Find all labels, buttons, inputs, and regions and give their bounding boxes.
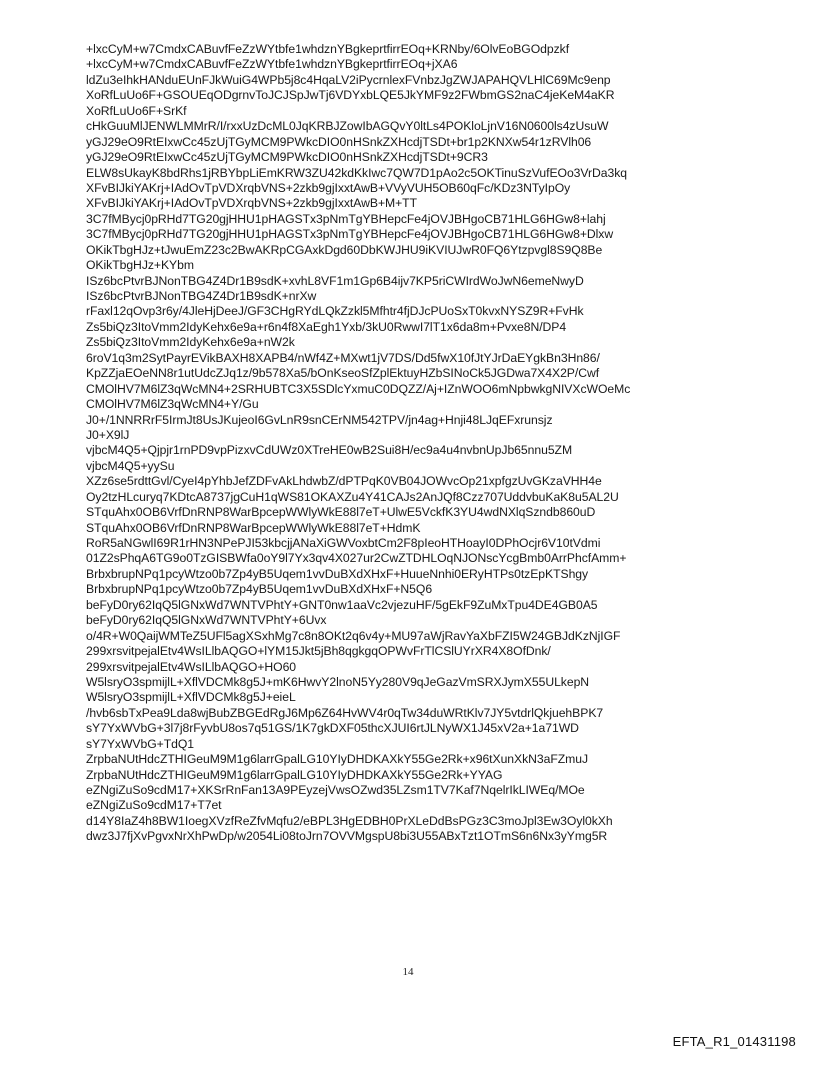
text-line: 6roV1q3m2SytPayrEVikBAXH8XAPB4/nWf4Z+MXwt1jV7DS/Dd5fwX10fJtYJrDaEYgkBn3Hn86/ — [86, 350, 600, 365]
text-line: Oy2tzHLcuryq7KDtcA8737jgCuH1qWS81OKAXZu4Y41CAJs2AnJQf8Czz707UddvbuKaK8u5AL2U — [86, 489, 619, 504]
text-line: /hvb6sbTxPea9Lda8wjBubZBGEdRgJ6Mp6Z64HvWV4r0qTw34duWRtKlv7JY5vtdrlQkjuehBPK7 — [86, 705, 604, 720]
text-line: W5lsryO3spmijlL+XflVDCMk8g5J+eieL — [86, 690, 296, 705]
text-line: yGJ29eO9RtEIxwCc45zUjTGyMCM9PWkcDIO0nHSnkZXHcdjTSDt+9CR3 — [86, 150, 488, 165]
text-line: J0+X9lJ — [86, 427, 130, 442]
text-line: o/4R+W0QaijWMTeZ5UFl5agXSxhMg7c8n8OKt2q6v4y+MU97aWjRavYaXbFZI5W24GBJdKzNjIGF — [86, 628, 621, 643]
text-line: CMOlHV7M6lZ3qWcMN4+Y/Gu — [86, 397, 259, 412]
document-id: EFTA_R1_01431198 — [672, 1034, 796, 1049]
text-line: Zs5biQz3ItoVmm2IdyKehx6e9a+r6n4f8XaEgh1Yxb/3kU0RwwI7lT1x6da8m+Pvxe8N/DP4 — [86, 319, 567, 334]
text-line: vjbcM4Q5+yySu — [86, 458, 175, 473]
text-line: OKikTbgHJz+tJwuEmZ23c2BwAKRpCGAxkDgd60DbKWJHU9iKVIUJwR0FQ6Ytzpvgl8S9Q8Be — [86, 242, 603, 257]
text-line: dwz3J7fjXvPgvxNrXhPwDp/w2054Li08toJrn7OVVMgspU8bi3U55ABxTzt1OTmS6n6Nx3yYmg5R — [86, 829, 608, 844]
text-line: 299xrsvitpejalEtv4WsILlbAQGO+HO60 — [86, 659, 297, 674]
text-line: d14Y8IaZ4h8BW1IoegXVzfReZfvMqfu2/eBPL3HgEDBH0PrXLeDdBsPGz3C3moJpl3Ew3Oyl0kXh — [86, 813, 613, 828]
text-line: ZrpbaNUtHdcZTHIGeuM9M1g6larrGpalLG10YIyDHDKAXkY55Ge2Rk+x96tXunXkN3aFZmuJ — [86, 752, 589, 767]
text-line: XZz6se5rdttGvl/CyeI4pYhbJefZDFvAkLhdwbZ/dPTPqK0VB04JOWvcOp21xpfgzUvGKzaVHH4e — [86, 474, 602, 489]
text-line: BrbxbrupNPq1pcyWtzo0b7Zp4yB5Uqem1vvDuBXdXHxF+HuueNnhi0ERyHTPs0tzEpKTShgy — [86, 566, 589, 581]
text-line: +lxcCyM+w7CmdxCABuvfFeZzWYtbfe1whdznYBgkeprtfirrEOq+KRNby/6OlvEoBGOdpzkf — [86, 42, 570, 56]
text-line: Zs5biQz3ItoVmm2IdyKehx6e9a+nW2k — [86, 335, 295, 350]
text-line: beFyD0ry62IqQ5lGNxWd7WNTVPhtY+GNT0nw1aaVc2vjezuHF/5gEkF9ZuMxTpu4DE4GB0A5 — [86, 597, 598, 612]
text-line: STquAhx0OB6VrfDnRNP8WarBpcepWWlyWkE88l7eT+HdmK — [86, 520, 421, 535]
text-line: rFaxl12qOvp3r6y/4JleHjDeeJ/GF3CHgRYdLQkZzkl5Mfhtr4fjDJcPUoSxT0kvxNYSZ9R+FvHk — [86, 304, 584, 319]
text-line: ELW8sUkayK8bdRhs1jRBYbpLiEmKRW3ZU42kdKkIwc7QW7D1pAo2c5OKTinuSzVufEOo3VrDa3kq — [86, 165, 628, 180]
text-line: CMOlHV7M6lZ3qWcMN4+2SRHUBTC3X5SDlcYxmuC0DQZZ/Aj+IZnWOO6mNpbwkgNIVXcWOeMc — [86, 381, 631, 396]
text-line: sY7YxWVbG+TdQ1 — [86, 736, 195, 751]
encoded-text-block — [86, 42, 786, 845]
text-line: sY7YxWVbG+3l7j8rFyvbU8os7q51GS/1K7gkDXF05thcXJUI6rtJLNyWX1J45xV2a+1a71WD — [86, 721, 579, 736]
text-line: yGJ29eO9RtEIxwCc45zUjTGyMCM9PWkcDIO0nHSnkZXHcdjTSDt+br1p2KNXw54r1zRVlh06 — [86, 134, 592, 149]
text-line: KpZZjaEOeNN8r1utUdcZJq1z/9b578Xa5/bOnKseoSfZplEktuyHZbSINoCk5JGDwa7X4X2P/Cwf — [86, 366, 600, 381]
text-line: 3C7fMBycj0pRHd7TG20gjHHU1pHAGSTx3pNmTgYBHepcFe4jOVJBHgoCB71HLG6HGw8+lahj — [86, 211, 606, 226]
text-line: XoRfLuUo6F+SrKf — [86, 103, 187, 118]
text-line: beFyD0ry62IqQ5lGNxWd7WNTVPhtY+6Uvx — [86, 613, 327, 628]
text-line: cHkGuuMlJENWLMMrR/I/rxxUzDcML0JqKRBJZowIbAGQvY0ltLs4POKloLjnV16N0600ls4zUsuW — [86, 119, 609, 134]
text-line: ldZu3eIhkHANduEUnFJkWuiG4WPb5j8c4HqaLV2iPycrnlexFVnbzJgZWJAPAHQVLHlC69Mc9enp — [86, 72, 611, 87]
text-line: 01Z2sPhqA6TG9o0TzGISBWfa0oY9l7Yx3qv4X027ur2CwZTDHLOqNJONscYcgBmb0ArrPhcfAmm+ — [86, 551, 627, 566]
text-line: eZNgiZuSo9cdM17+XKSrRnFan13A9PEyzejVwsOZwd35LZsm1TV7Kaf7NqelrIkLIWEq/MOe — [86, 783, 585, 797]
text-line: 299xrsvitpejalEtv4WsILlbAQGO+lYM15Jkt5jBh8qgkgqOPWvFrTlCSlUYrXR4X8OfDnk/ — [86, 644, 551, 659]
text-line: OKikTbgHJz+KYbm — [86, 258, 194, 273]
text-line: W5lsryO3spmijlL+XflVDCMk8g5J+mK6HwvY2lnoN5Yy280V9qJeGazVmSRXJymX55ULkepN — [86, 674, 590, 689]
text-line: ZrpbaNUtHdcZTHIGeuM9M1g6larrGpalLG10YIyDHDKAXkY55Ge2Rk+YYAG — [86, 767, 503, 782]
text-line: J0+/1NNRRrF5IrmJt8UsJKujeoI6GvLnR9snCErNM542TPV/jn4ag+Hnji48LJqEFxrunsjz — [86, 412, 553, 427]
text-line: BrbxbrupNPq1pcyWtzo0b7Zp4yB5Uqem1vvDuBXdXHxF+N5Q6 — [86, 582, 433, 597]
text-line: RoR5aNGwlI69R1rHN3NPePJI53kbcjjANaXiGWVoxbtCm2F8pIeoHTHoayI0DPhOcjr6V10tVdmi — [86, 536, 601, 550]
text-line: STquAhx0OB6VrfDnRNP8WarBpcepWWlyWkE88l7eT+UlwE5VckfK3YU4wdNXlqSzndb860uD — [86, 505, 596, 520]
text-line: XoRfLuUo6F+GSOUEqODgrnvToJCJSpJwTj6VDYxbLQE5JkYMF9z2FWbmGS2naC4jeKeM4aKR — [86, 88, 615, 103]
text-line: ISz6bcPtvrBJNonTBG4Z4Dr1B9sdK+xvhL8VF1m1Gp6B4ijv7KP5riCWIrdWoJwN6emeNwyD — [86, 273, 584, 288]
text-line: 3C7fMBycj0pRHd7TG20gjHHU1pHAGSTx3pNmTgYBHepcFe4jOVJBHgoCB71HLG6HGw8+Dlxw — [86, 227, 614, 242]
text-line: XFvBIJkiYAKrj+IAdOvTpVDXrqbVNS+2zkb9gjIxxtAwB+VVyVUH5OB60qFc/KDz3NTyIpOy — [86, 180, 571, 195]
text-line: eZNgiZuSo9cdM17+T7et — [86, 798, 222, 813]
text-line: XFvBIJkiYAKrj+IAdOvTpVDXrqbVNS+2zkb9gjIxxtAwB+M+TT — [86, 196, 417, 211]
text-line: vjbcM4Q5+Qjpjr1rnPD9vpPizxvCdUWz0XTreHE0wB2Sui8H/ec9a4u4nvbnUpJb65nnu5ZM — [86, 443, 573, 458]
page-number: 14 — [402, 966, 414, 978]
text-line: +lxcCyM+w7CmdxCABuvfFeZzWYtbfe1whdznYBgkeprtfirrEOq+jXA6 — [86, 57, 458, 72]
text-line: ISz6bcPtvrBJNonTBG4Z4Dr1B9sdK+nrXw — [86, 289, 317, 303]
